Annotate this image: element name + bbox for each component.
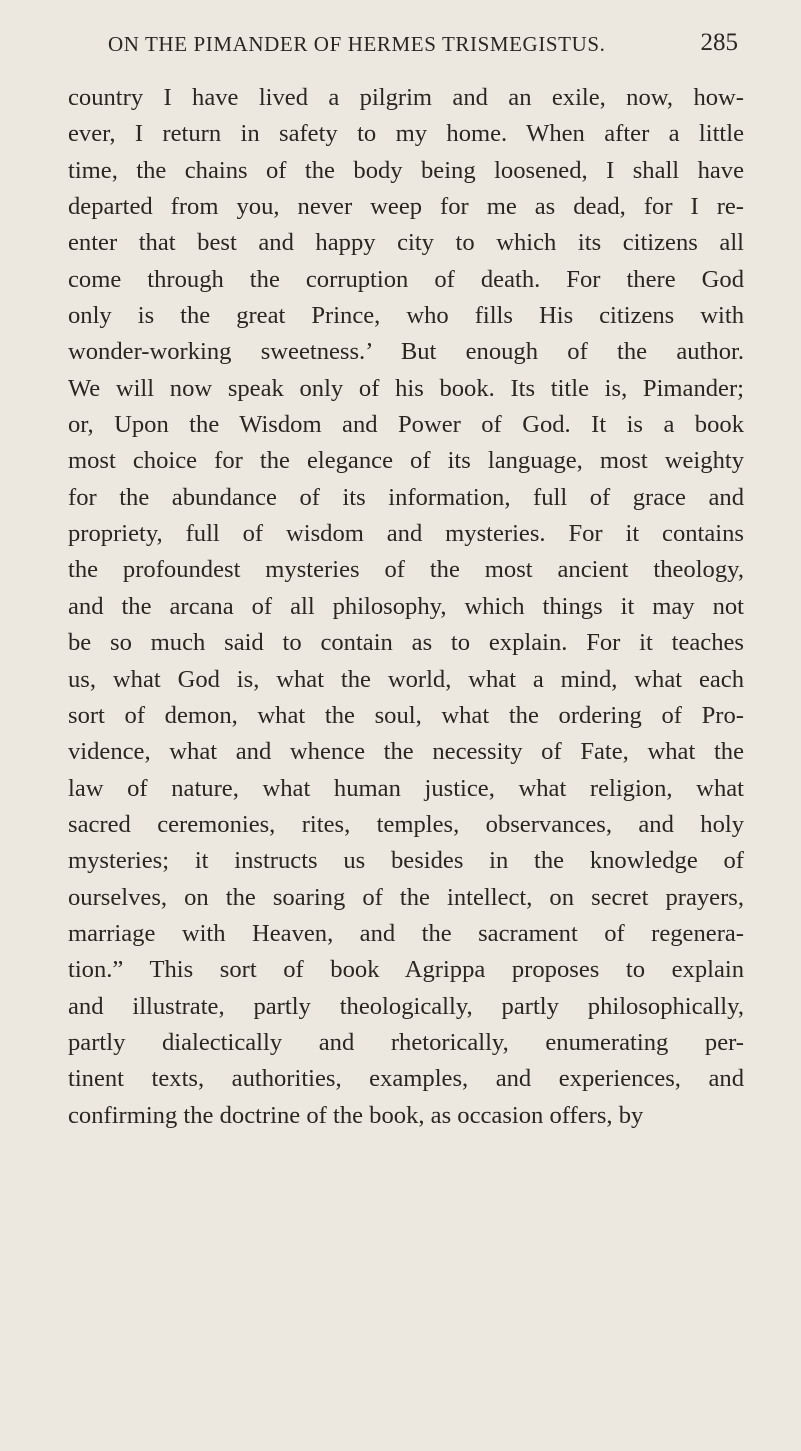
text-line: and the arcana of all philosophy, which things it may not — [68, 592, 744, 620]
text-line: vidence, what and whence the necessity of Fate, what the — [68, 738, 744, 766]
text-line: mysteries; it instructs us besides in the knowledge of — [68, 847, 744, 875]
text-line: marriage with Heaven, and the sacrament of regenera- — [68, 919, 744, 947]
text-line: confirming the doctrine of the book, as occasion offers, by — [68, 1101, 644, 1129]
text-line: sacred ceremonies, rites, temples, observances, and holy — [68, 810, 744, 838]
text-line: us, what God is, what the world, what a mind, what each — [68, 665, 744, 693]
text-line: most choice for the elegance of its language, most weighty — [68, 447, 744, 475]
text-line: sort of demon, what the soul, what the ordering of Pro- — [68, 701, 744, 729]
text-line: law of nature, what human justice, what religion, what — [68, 774, 744, 802]
text-line: tion.” This sort of book Agrippa proposes to explain — [68, 956, 744, 984]
text-line: tinent texts, authorities, examples, and experiences, and — [68, 1065, 744, 1093]
page-number: 285 — [700, 29, 738, 56]
text-line: or, Upon the Wisdom and Power of God. It is a book — [68, 411, 744, 439]
body-text — [68, 80, 744, 1134]
text-line: wonder-working sweetness.’ But enough of the author. — [68, 338, 744, 366]
text-line: ever, I return in safety to my home. When after a little — [68, 120, 744, 148]
text-line: be so much said to contain as to explain. For it teaches — [68, 629, 744, 657]
running-head — [108, 24, 738, 58]
text-line: We will now speak only of his book. Its title is, Pimander; — [68, 374, 744, 402]
text-line: departed from you, never weep for me as dead, for I re- — [68, 193, 744, 221]
text-line: country I have lived a pilgrim and an exile, now, how- — [68, 84, 744, 111]
text-line: only is the great Prince, who fills His citizens with — [68, 302, 744, 330]
text-line: come through the corruption of death. For there God — [68, 265, 744, 293]
text-line: time, the chains of the body being loosened, I shall have — [68, 156, 744, 184]
text-line: enter that best and happy city to which its citizens all — [68, 229, 744, 257]
text-line: for the abundance of its information, full of grace and — [68, 483, 744, 511]
running-title: ON THE PIMANDER OF HERMES TRISMEGISTUS. — [108, 32, 606, 56]
text-line: ourselves, on the soaring of the intellect, on secret prayers, — [68, 883, 744, 911]
text-line: propriety, full of wisdom and mysteries. For it contains — [68, 520, 744, 548]
text-line: and illustrate, partly theologically, partly philosophically, — [68, 992, 744, 1020]
text-line: partly dialectically and rhetorically, enumerating per- — [68, 1028, 744, 1056]
text-line: the profoundest mysteries of the most ancient theology, — [68, 556, 744, 584]
